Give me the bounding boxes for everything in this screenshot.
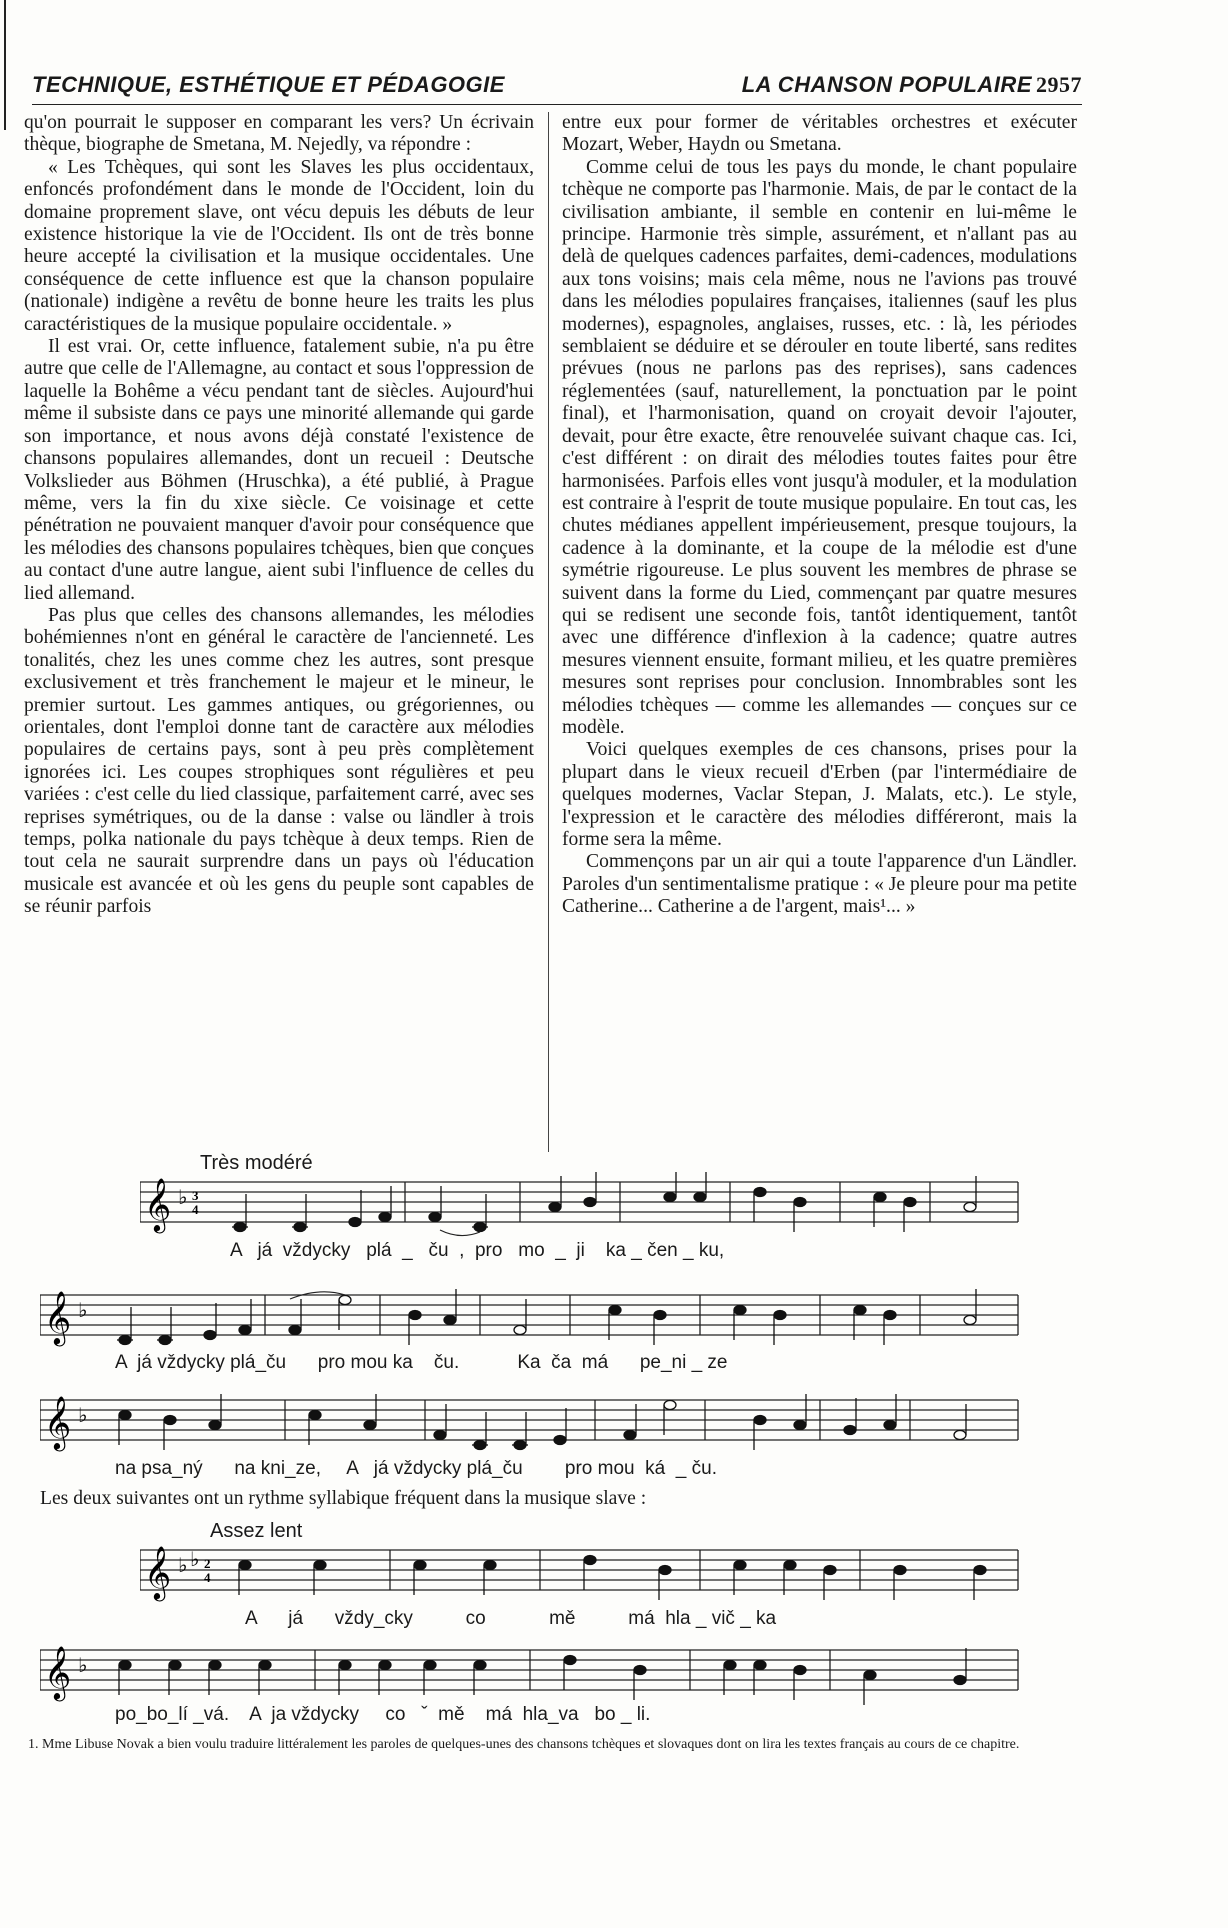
svg-text:𝄞: 𝄞 [144, 1545, 172, 1599]
paragraph: entre eux pour former de véritables orchestres et exécuter Mozart, Weber, Haydn ou Smetana. [562, 112, 1077, 156]
staff-svg [140, 1540, 1020, 1610]
svg-text:4: 4 [192, 1202, 199, 1217]
svg-text:♭: ♭ [78, 1655, 88, 1677]
svg-text:2: 2 [204, 1556, 211, 1571]
paragraph: qu'on pourrait le supposer en comparant les vers? Un écrivain thèque, biographe de Smetana, M. Nejedly, va répondre : [24, 112, 534, 156]
header-right: LA CHANSON POPULAIRE [741, 72, 1032, 97]
lyrics-line: na psa_ný na kni_ze, A já vždycky plá_ču pro mou ká _ ču. [115, 1458, 717, 1479]
left-column [24, 112, 534, 919]
svg-text:3: 3 [192, 1188, 199, 1203]
running-header [32, 70, 1082, 105]
margin-line [4, 0, 6, 130]
paragraph: Pas plus que celles des chansons allemandes, les mélodies bohémiennes n'ont en général le caractère de l'ancienneté. Les tonalités, chez les unes comme chez les autres, sont presque exclusivement et très franchement le majeur et le mineur, le premier surtout. Les gammes antiques, ou grégoriennes, ou orientales, dont l'emploi donne tant de caractère aux mélodies populaires de certains pays, sont à peu près complètement ignorées ici. Les coupes strophiques sont régulières et peu variées : c'est celle du lied classique, parfaitement carré, avec ses reprises symétriques, ou de la danse : valse ou ländler à trois temps, polka nationale du pays tchèque à deux temps. Rien de tout cela ne saurait surprendre dans un pays où l'éducation musicale est avancée et où les gens du peuple sont capables de se réunir parfois [24, 604, 534, 918]
music-staff [40, 1285, 1020, 1355]
music-staff [40, 1640, 1020, 1710]
svg-text:4: 4 [204, 1570, 211, 1585]
paragraph: Comme celui de tous les pays du monde, le chant populaire tchèque ne comporte pas l'harmonie. Mais, de par le contact de la civilisation ambiante, il semble en contenir en lui-même le principe. Harmonie très simple, assurément, et n'allant pas au delà de quelques cadences parfaites, demi-cadences, modulations aux tons voisins; mais cela même, nous ne l'avions pas trouvé dans les mélodies populaires françaises, italiennes (sauf les plus modernes), espagnoles, anglaises, russes, etc. : là, les périodes semblaient se déduire et se dérouler en toute liberté, sans redites prévues (nous ne parlons pas des reprises), sans cadences réglementées (sauf, naturellement, la ponctuation par le point final), et l'harmonisation, quand on croyait devoir l'ajouter, devait, pour être exacte, être renouvelée suivant chaque cas. Ici, c'est différent : on dirait des mélodies toutes faites pour être harmonisées. Parfois elles vont jusqu'à moduler, et la modulation est contraire à l'esprit de toute musique populaire. En tout cas, les chutes médianes appellent impérieusement, presque toujours, la cadence à la dominante, et la coupe de la mélodie est d'une symétrie rigoureuse. Le plus souvent les membres de phrase se suivent dans la forme du Lied, commençant par quatre mesures qui se redisent une seconde fois, tantôt identiquement, tantôt avec une différence d'inflexion à la cadence; quatre autres mesures viennent ensuite, formant milieu, et les quatre premières mesures sont reprises pour conclusion. Innombrables sont les mélodies tchèques — comme les allemandes — conçues sur ce modèle. [562, 156, 1077, 738]
tempo-marking: Assez lent [210, 1520, 303, 1542]
paragraph: Voici quelques exemples de ces chansons, prises pour la plupart dans le vieux recueil d'Erben (par l'intermédiaire de quelques modernes, Vaclar Stepan, J. Malats, etc.). Le style, l'expression et le caractère des mélodies différeront, mais la forme sera la même. [562, 739, 1077, 850]
staff-svg [40, 1285, 1020, 1355]
music-staff [140, 1172, 1020, 1242]
svg-text:𝄞: 𝄞 [44, 1645, 72, 1699]
staff-svg [140, 1172, 1020, 1242]
staff-svg [40, 1390, 1020, 1460]
lyrics-line: A já vždycky plá _ ču , pro mo _ ji ka _ čen _ ku, [230, 1240, 725, 1261]
svg-text:𝄞: 𝄞 [144, 1177, 172, 1231]
svg-text:𝄞: 𝄞 [44, 1290, 72, 1344]
paragraph: « Les Tchèques, qui sont les Slaves les plus occidentaux, enfoncés profondément dans le monde de l'Occident, loin du domaine proprement slave, ont vécu depuis les débuts de leur existence historique la vie de l'Occident. Ils ont de très bonne heure accepté la civilisation et la musique occidentales. Une conséquence de cette influence est que la chanson populaire (nationale) indigène a revêtu de bonne heure les traits les plus caractéristiques de la musique populaire occidentale. » [24, 156, 534, 335]
svg-text:♭: ♭ [178, 1187, 188, 1209]
svg-text:♭: ♭ [178, 1555, 188, 1577]
paragraph: Il est vrai. Or, cette influence, fatalement subie, n'a pu être autre que celle de l'Allemagne, au contact et sous l'oppression de laquelle la Bohême a vécu pendant tant de siècles. Aujourd'hui même il subsiste dans ce pays une minorité allemande qui garde son importance, et nous avons déjà constaté l'existence de chansons populaires allemandes, dont un recueil : Deutsche Volkslieder aus Böhmen (Hruschka), a été publié, à Prague même, vers la fin du xixe siècle. Ce voisinage et cette pénétration ne pouvaient manquer d'avoir pour conséquence que les mélodies des chansons populaires tchèques, bien que conçues au contact d'une autre langue, aient subi l'influence de celles du lied allemand. [24, 336, 534, 604]
tempo-marking: Très modéré [200, 1152, 313, 1174]
svg-text:♭: ♭ [78, 1300, 88, 1322]
music-staff [40, 1390, 1020, 1460]
column-divider [548, 112, 549, 1152]
page-number: 2957 [1036, 72, 1082, 97]
staff-svg [40, 1640, 1020, 1710]
paragraph: Commençons par un air qui a toute l'apparence d'un Ländler. Paroles d'un sentimentalisme pratique : « Je pleure pour ma petite Catherine... Catherine a de l'argent, mais¹... » [562, 851, 1078, 918]
lyrics-line: po_bo_lí _vá. A ja vždycky co ˇ mě má hla_va bo _ li. [115, 1704, 651, 1725]
lyrics-line: A já vždycky plá_ču pro mou ka ču. Ka ča má pe_ni _ ze [115, 1352, 728, 1373]
svg-text:𝄞: 𝄞 [44, 1395, 72, 1449]
header-left: TECHNIQUE, ESTHÉTIQUE ET PÉDAGOGIE [32, 72, 505, 97]
svg-text:♭: ♭ [78, 1405, 88, 1427]
right-column [562, 112, 1077, 919]
footnote: 1. Mme Libuse Novak a bien voulu traduire littéralement les paroles de quelques-unes des chansons tchèques et slovaques dont on lira les textes français au cours de ce chapitre. [28, 1737, 1020, 1752]
lyrics-line: A já vždy_cky co mě má hla _ vič _ ka [245, 1608, 777, 1629]
svg-text:♭: ♭ [190, 1549, 200, 1571]
music-staff [140, 1540, 1020, 1610]
transition-text: Les deux suivantes ont un rythme syllabique fréquent dans la musique slave : [40, 1488, 647, 1509]
